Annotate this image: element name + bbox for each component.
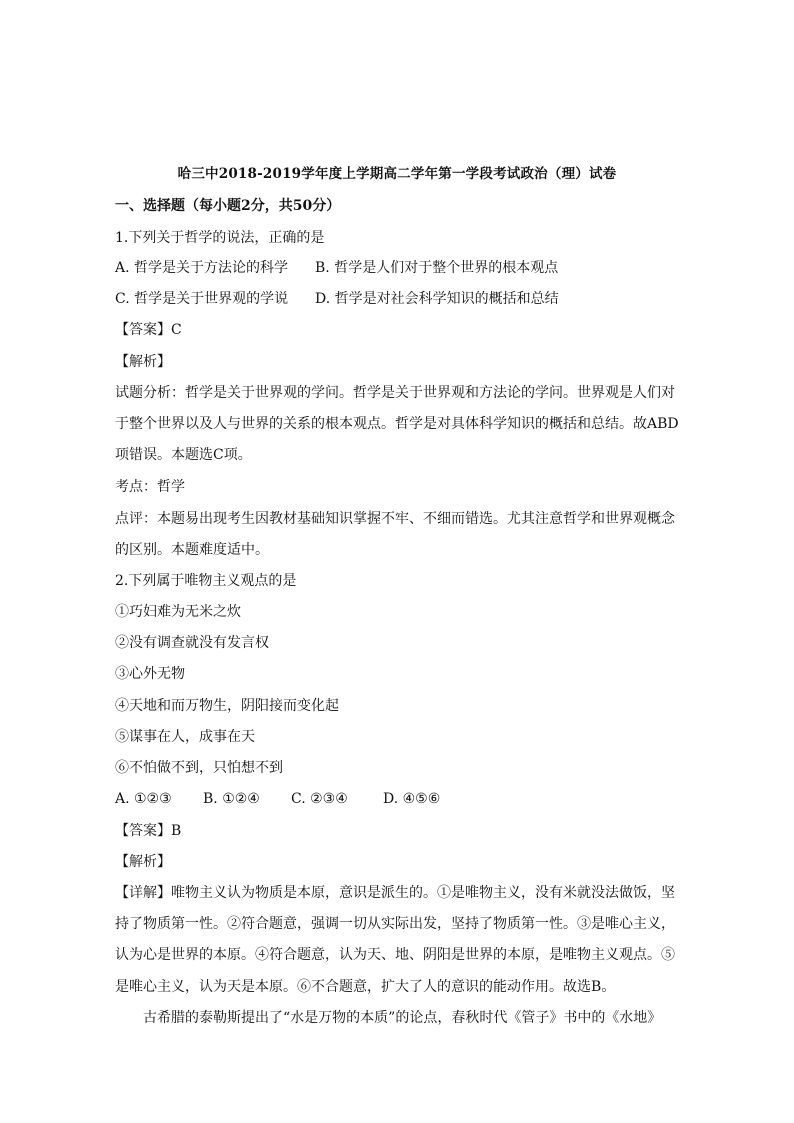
question-1-option-a: A. 哲学是关于方法论的科学 xyxy=(115,260,289,276)
question-1-analysis-line-1: 试题分析：哲学是关于世界观的学问。哲学是关于世界观和方法论的学问。世界观是人们对 xyxy=(115,385,675,401)
question-1-option-d: D. 哲学是对社会科学知识的概括和总结 xyxy=(315,291,559,307)
question-2-detail-line-4: 是唯心主义，认为天是本原。⑥不合题意，扩大了人的意识的能动作用。故选B。 xyxy=(115,979,616,995)
question-2-item: ⑥不怕做不到，只怕想不到 xyxy=(115,760,283,776)
question-2-option-c: C. ②③④ xyxy=(291,791,348,807)
question-3-intro: 古希腊的泰勒斯提出了“水是万物的本质”的论点，春秋时代《管子》书中的《水地》 xyxy=(143,1010,662,1026)
question-2-item: ②没有调查就没有发言权 xyxy=(115,635,269,651)
question-1-comment-line-2: 的区别。本题难度适中。 xyxy=(115,542,269,558)
question-2-option-d: D. ④⑤⑥ xyxy=(383,791,441,807)
question-1-comment-line-1: 点评：本题易出现考生因教材基础知识掌握不牢、不细而错选。尤其注意哲学和世界观概念 xyxy=(115,511,675,527)
question-1-point: 考点：哲学 xyxy=(115,479,185,495)
question-1-analysis-label: 【解析】 xyxy=(115,354,171,370)
question-1-options-row-2 xyxy=(115,288,685,310)
question-2-stem: 2.下列属于唯物主义观点的是 xyxy=(115,573,297,589)
question-2-answer: 【答案】B xyxy=(115,823,182,839)
question-2-detail-line-1: 【详解】唯物主义认为物质是本原，意识是派生的。①是唯物主义，没有米就没法做饭，坚 xyxy=(115,885,675,901)
section-heading: 一、选择题（每小题2分，共50分） xyxy=(115,198,341,214)
question-1-options-row-1 xyxy=(115,257,685,279)
question-1-analysis-line-3: 项错误。本题选C项。 xyxy=(115,447,252,463)
question-1-analysis-line-2: 于整个世界以及人与世界的关系的根本观点。哲学是对具体科学知识的概括和总结。故ABD xyxy=(115,416,679,432)
question-2-item: ④天地和而万物生，阴阳接而变化起 xyxy=(115,698,339,714)
question-2-options-row xyxy=(115,788,685,810)
question-2-detail-line-3: 认为心是世界的本原。④符合题意，认为天、地、阴阳是世界的本原，是唯物主义观点。⑤ xyxy=(115,947,675,963)
question-1-option-c: C. 哲学是关于世界观的学说 xyxy=(115,291,289,307)
question-2-option-b: B. ①②④ xyxy=(203,791,260,807)
question-2-item: ①巧妇难为无米之炊 xyxy=(115,604,241,620)
question-2-analysis-label: 【解析】 xyxy=(115,854,171,870)
question-2-item: ⑤谋事在人，成事在天 xyxy=(115,729,255,745)
question-2-item: ③心外无物 xyxy=(115,666,185,682)
page-title: 哈三中2018-2019学年度上学期高二学年第一学段考试政治（理）试卷 xyxy=(177,166,617,182)
question-2-option-a: A. ①②③ xyxy=(115,791,172,807)
question-1-option-b: B. 哲学是人们对于整个世界的根本观点 xyxy=(315,260,559,276)
question-2-detail-line-2: 持了物质第一性。②符合题意，强调一切从实际出发，坚持了物质第一性。③是唯心主义， xyxy=(115,916,675,932)
question-1-stem: 1.下列关于哲学的说法，正确的是 xyxy=(115,230,325,246)
question-1-answer: 【答案】C xyxy=(115,322,182,338)
